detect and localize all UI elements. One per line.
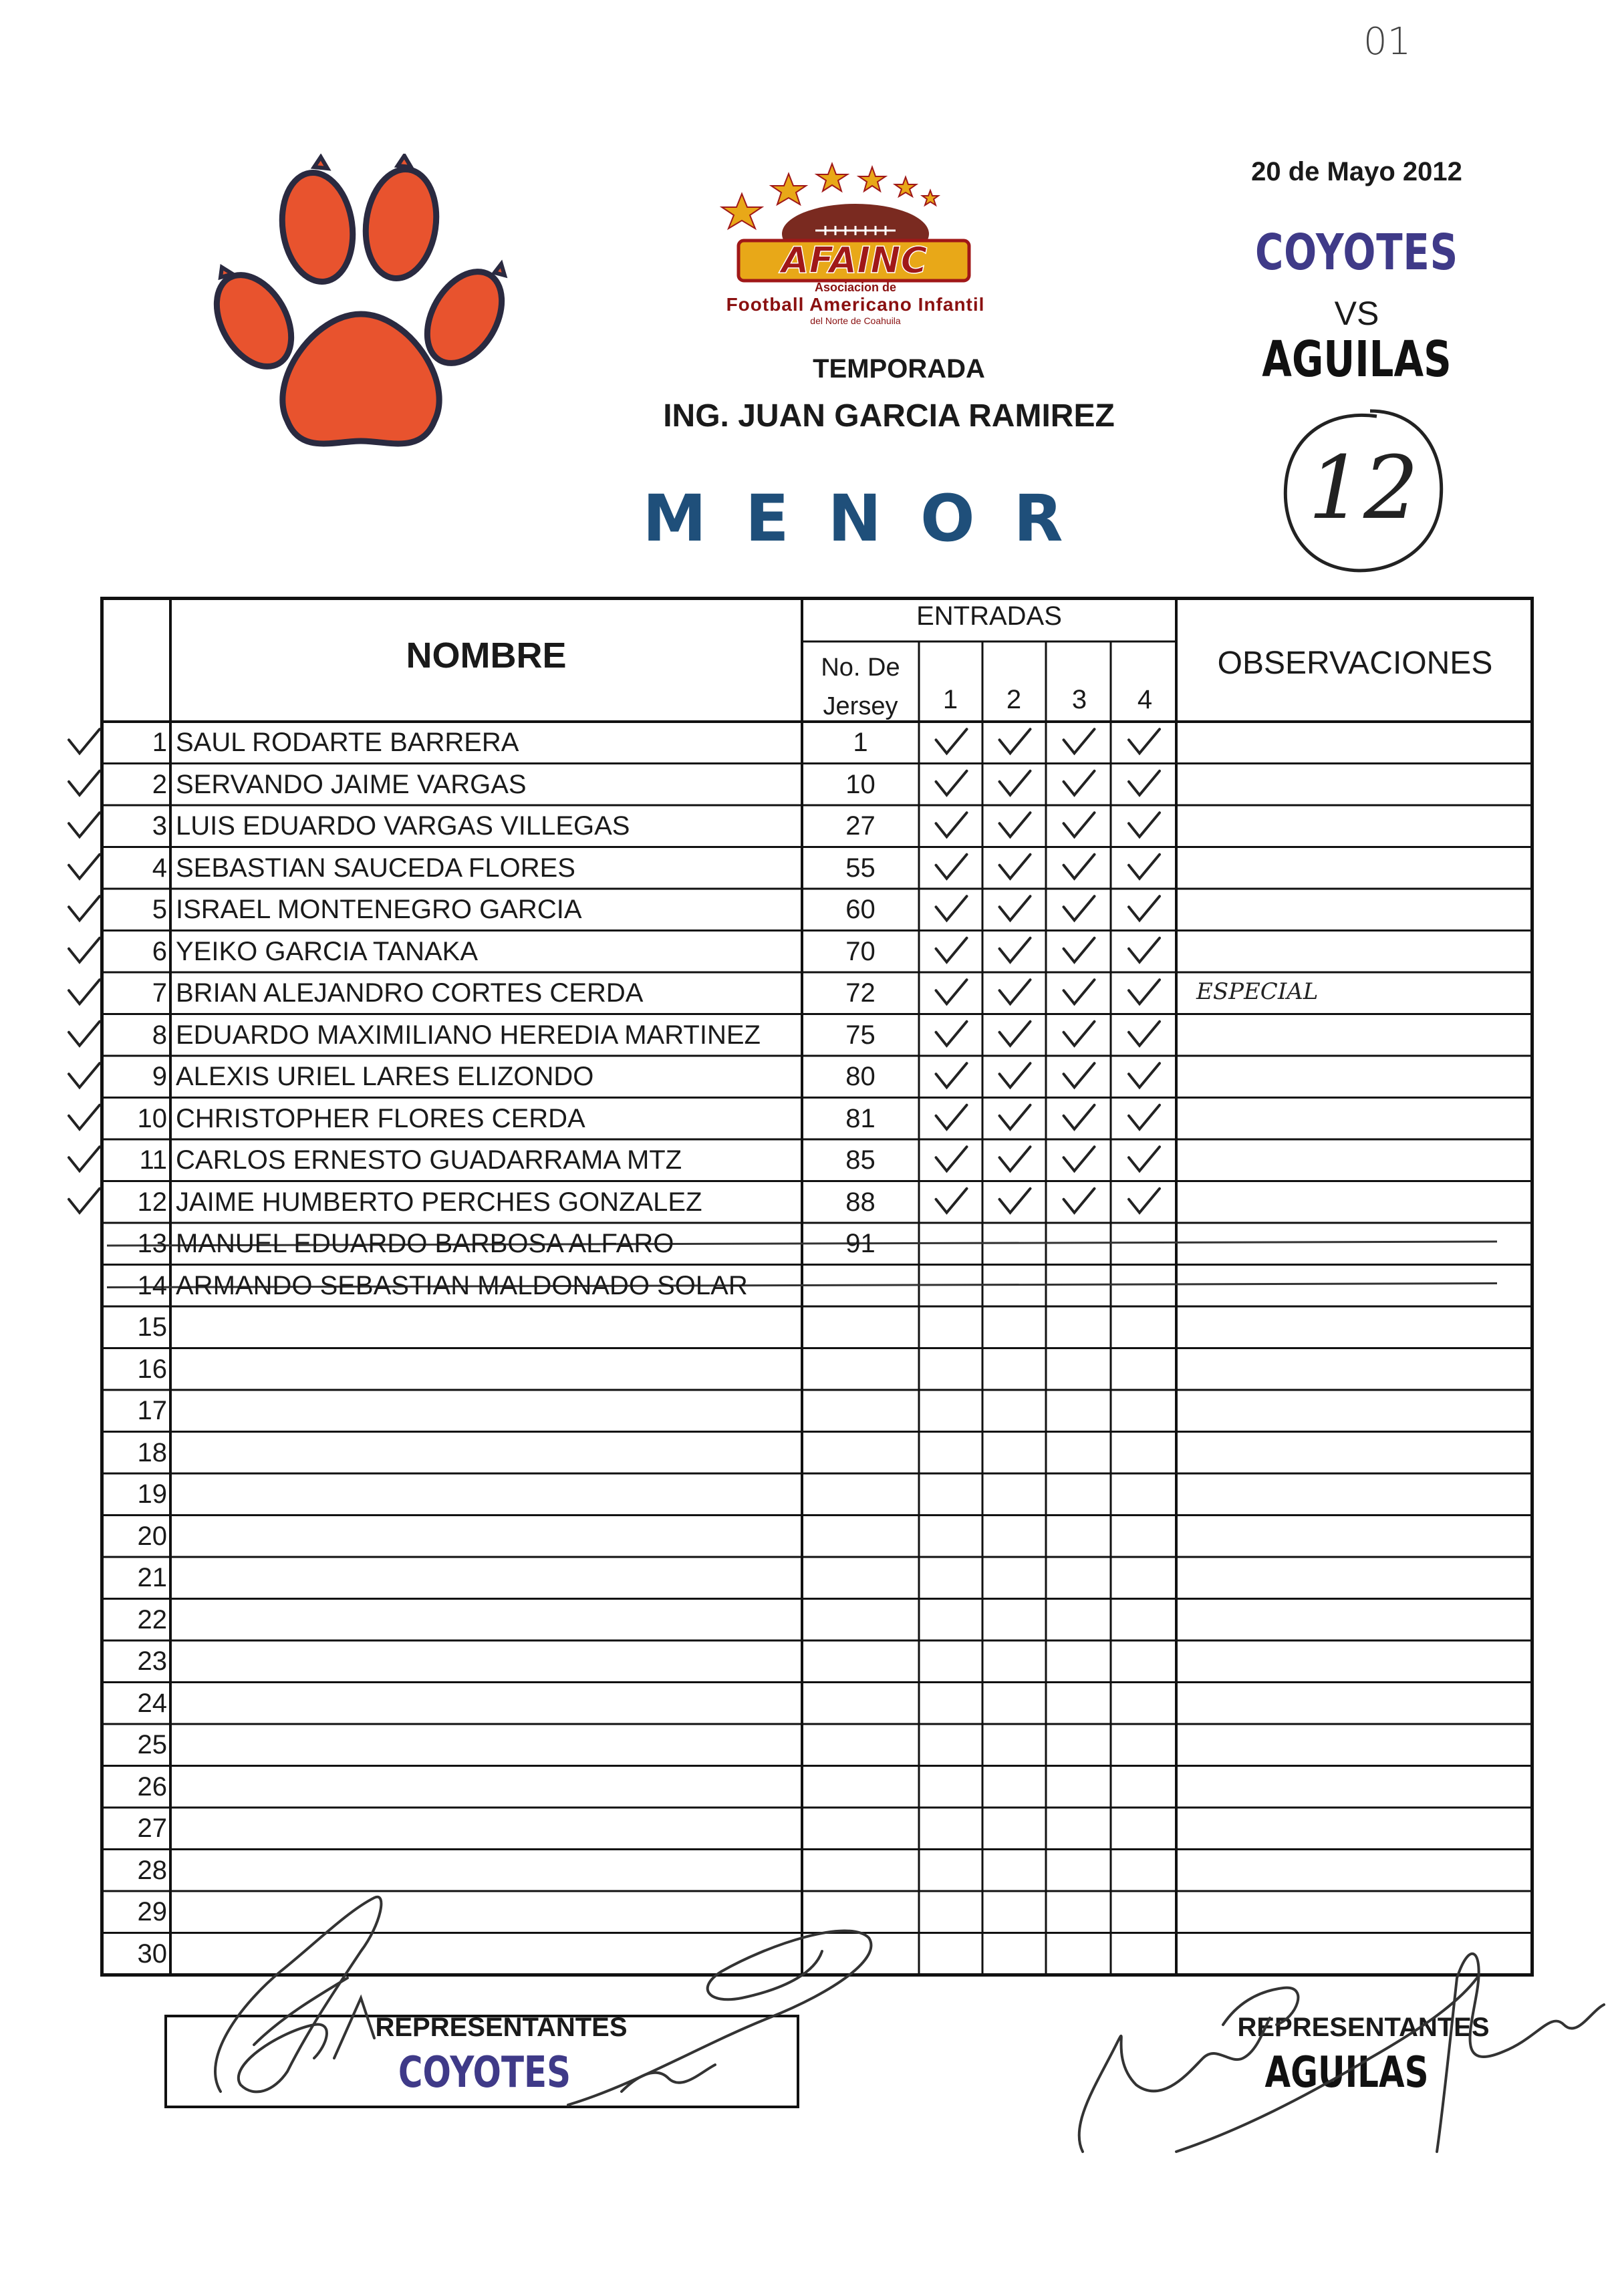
margin-check-mark	[69, 1022, 100, 1046]
jersey-number: 85	[845, 1145, 876, 1175]
versus-label: VS	[1334, 295, 1379, 332]
row-number: 28	[137, 1855, 167, 1885]
temporada-name: ING. JUAN GARCIA RAMIREZ	[663, 398, 1115, 434]
match-date: 20 de Mayo 2012	[1251, 157, 1462, 186]
team-away: AGUILAS	[1262, 331, 1452, 388]
quarter-header-4: 4	[1137, 685, 1153, 714]
row-number: 15	[137, 1312, 167, 1342]
row-number: 22	[137, 1604, 167, 1634]
row-number: 20	[137, 1521, 167, 1551]
row-number: 8	[152, 1020, 167, 1050]
player-name: MANUEL EDUARDO BARBOSA ALFARO	[176, 1229, 674, 1258]
player-name: EDUARDO MAXIMILIANO HEREDIA MARTINEZ	[176, 1020, 761, 1050]
row-number: 12	[137, 1187, 167, 1217]
row-number: 2	[152, 769, 167, 799]
margin-check-mark	[69, 1063, 100, 1087]
circled-number	[1270, 398, 1457, 585]
margin-check-mark	[69, 855, 100, 879]
player-name: CHRISTOPHER FLORES CERDA	[176, 1103, 585, 1133]
row-number: 25	[137, 1730, 167, 1759]
row-number: 3	[152, 811, 167, 841]
team-home: COYOTES	[1254, 224, 1459, 281]
jersey-number: 72	[845, 978, 876, 1008]
margin-check-mark	[69, 938, 100, 962]
jersey-number: 1	[853, 728, 868, 757]
margin-check-mark	[69, 1147, 100, 1171]
player-name: SERVANDO JAIME VARGAS	[176, 769, 527, 799]
row-number: 27	[137, 1814, 167, 1843]
player-name: BRIAN ALEJANDRO CORTES CERDA	[176, 978, 644, 1008]
jersey-number: 80	[845, 1062, 876, 1091]
paw-print-logo	[207, 154, 521, 474]
quarter-header-2: 2	[1006, 685, 1022, 714]
row-number: 13	[137, 1229, 167, 1258]
row-number: 21	[137, 1563, 167, 1592]
margin-check-mark	[69, 813, 100, 837]
margin-check-mark	[69, 1189, 100, 1213]
player-name: ALEXIS URIEL LARES ELIZONDO	[176, 1062, 594, 1091]
rep-team-away: AGUILAS	[1264, 2048, 1429, 2098]
circled-number-text: 12	[1308, 437, 1419, 539]
row-number: 17	[137, 1396, 167, 1425]
row-number: 29	[137, 1897, 167, 1926]
player-name: YEIKO GARCIA TANAKA	[176, 936, 478, 966]
row-number: 10	[137, 1103, 167, 1133]
row-number: 4	[152, 853, 167, 883]
row-number: 7	[152, 978, 167, 1008]
row-number: 24	[137, 1688, 167, 1718]
observation-note: ESPECIAL	[1196, 978, 1319, 1005]
margin-check-mark	[69, 1105, 100, 1129]
rep-label-away: REPRESENTANTES	[1237, 2013, 1490, 2042]
margin-check-mark	[69, 980, 100, 1004]
margin-check-mark	[69, 771, 100, 795]
player-name: SEBASTIAN SAUCEDA FLORES	[176, 853, 575, 883]
row-number: 11	[139, 1145, 167, 1175]
player-name: CARLOS ERNESTO GUADARRAMA MTZ	[176, 1145, 682, 1175]
row-number: 18	[137, 1437, 167, 1467]
jersey-number: 91	[845, 1229, 876, 1258]
jersey-number: 75	[845, 1020, 876, 1050]
afainc-wordmark: AFAINC	[781, 239, 928, 281]
col-jersey-header: No. De Jersey	[821, 654, 900, 720]
row-number: 19	[137, 1479, 167, 1509]
jersey-number: 27	[845, 811, 876, 841]
jersey-number: 88	[845, 1187, 876, 1217]
col-nombre-header: NOMBRE	[406, 635, 567, 676]
logo-subtitle-3: del Norte de Coahuila	[810, 315, 901, 326]
player-name: LUIS EDUARDO VARGAS VILLEGAS	[176, 811, 630, 841]
col-observaciones-header: OBSERVACIONES	[1217, 645, 1493, 681]
player-name: SAUL RODARTE BARRERA	[176, 728, 519, 757]
margin-check-mark	[69, 896, 100, 920]
quarter-header-3: 3	[1071, 685, 1087, 714]
rep-team-home: COYOTES	[398, 2048, 571, 2098]
jersey-number: 55	[845, 853, 876, 883]
jersey-number: 60	[845, 895, 876, 924]
player-name: ARMANDO SEBASTIAN MALDONADO SOLAR	[176, 1270, 748, 1300]
row-number: 26	[137, 1771, 167, 1802]
player-name: JAIME HUMBERTO PERCHES GONZALEZ	[176, 1187, 702, 1217]
margin-check-mark	[69, 729, 100, 753]
logo-subtitle-1: Asociacion de	[814, 281, 897, 294]
rep-label-home: REPRESENTANTES	[375, 2013, 628, 2042]
row-number: 9	[152, 1062, 167, 1091]
row-number: 1	[152, 728, 167, 757]
row-number: 6	[152, 936, 167, 966]
category-title: MENOR	[642, 481, 1102, 556]
col-entradas-header: ENTRADAS	[916, 601, 1062, 631]
temporada-label: TEMPORADA	[813, 354, 985, 384]
jersey-number: 81	[845, 1103, 876, 1133]
row-number: 14	[137, 1270, 167, 1300]
row-number: 23	[137, 1646, 167, 1676]
logo-subtitle-2: Football Americano Infantil	[726, 294, 985, 315]
player-name: ISRAEL MONTENEGRO GARCIA	[176, 895, 582, 924]
row-number: 5	[152, 895, 167, 924]
quarter-header-1: 1	[942, 685, 958, 714]
row-number: 30	[137, 1939, 167, 1969]
row-number: 16	[137, 1354, 167, 1384]
page-number: 01	[1363, 20, 1412, 63]
jersey-number: 10	[845, 769, 876, 799]
jersey-number: 70	[845, 936, 876, 966]
